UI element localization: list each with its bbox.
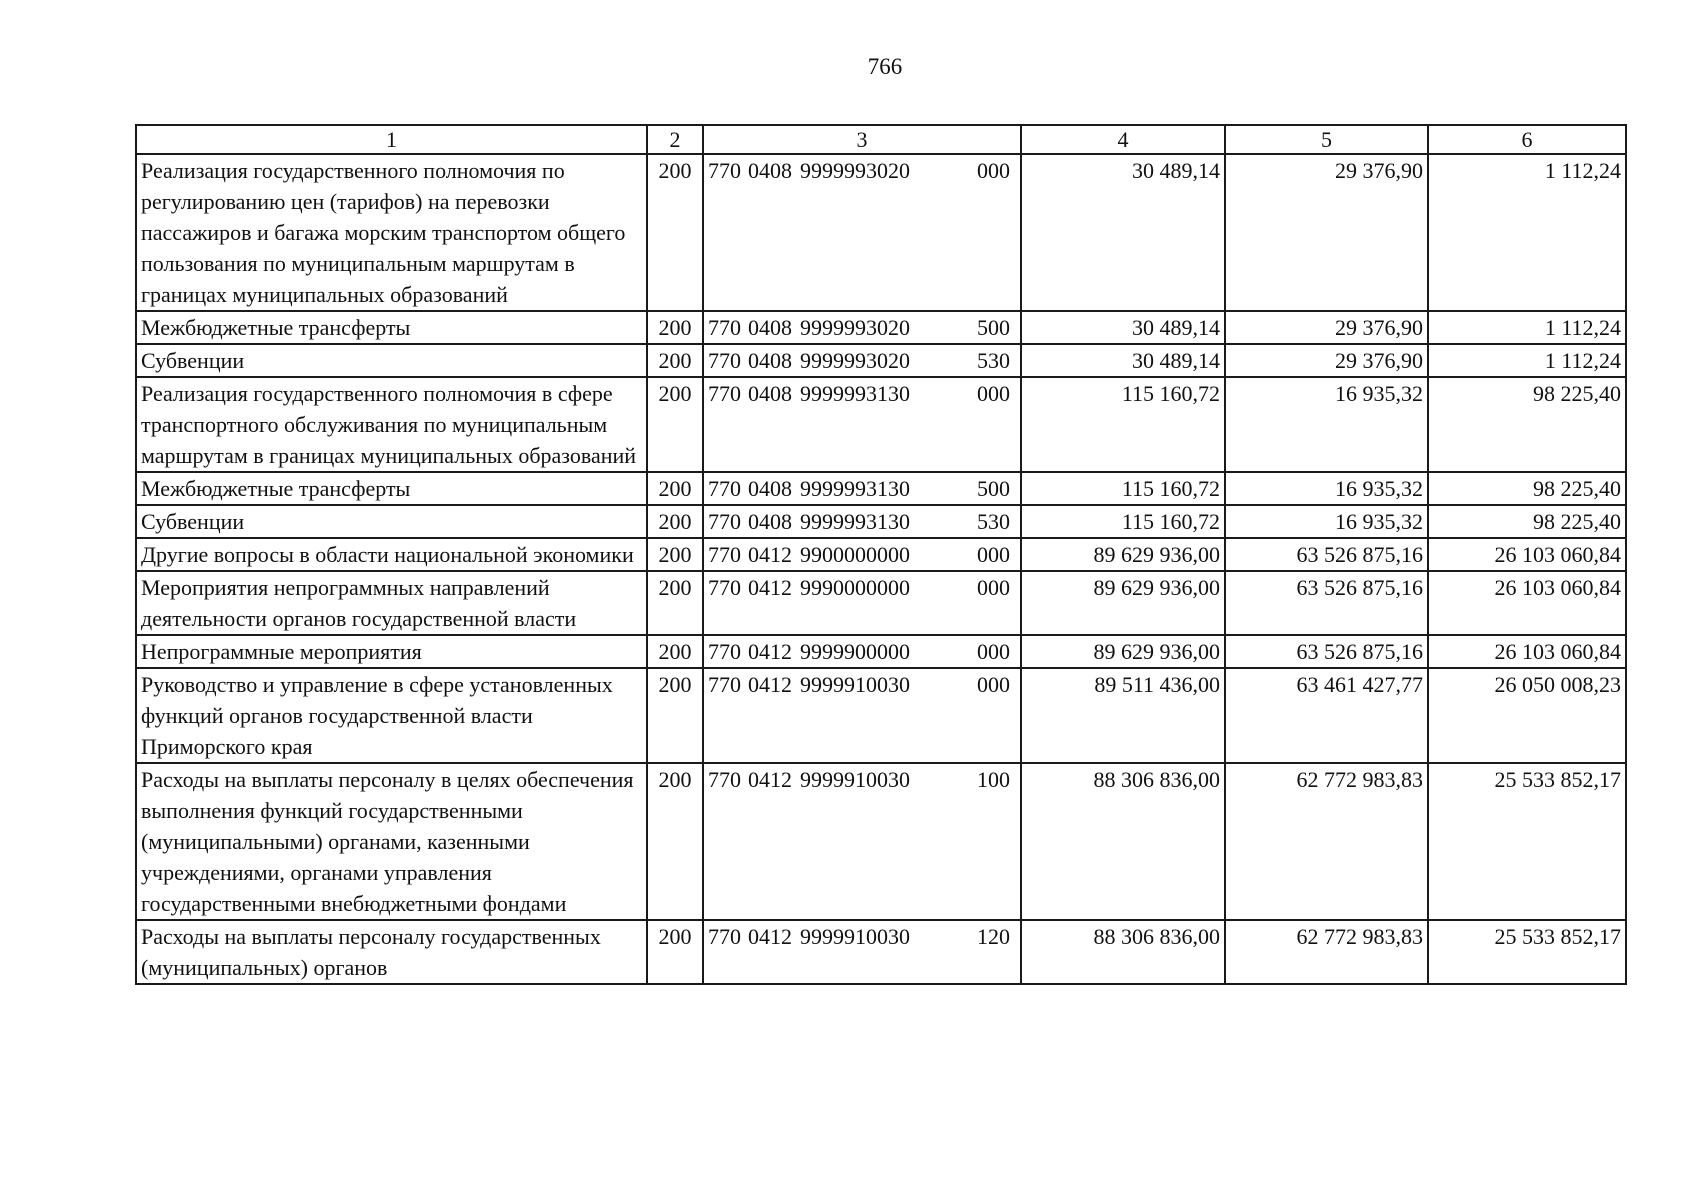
table-row (136, 472, 1626, 505)
code-part: 9999993130 (800, 381, 910, 406)
column-header: 4 (1021, 125, 1225, 154)
code-part: 9999900000 (800, 639, 910, 664)
value-col5: 63 526 875,16 (1225, 571, 1428, 635)
value-col4: 88 306 836,00 (1021, 920, 1225, 984)
table-row (136, 668, 1626, 763)
value-col6: 25 533 852,17 (1428, 920, 1626, 984)
item-name: Расходы на выплаты персоналу государственных (муниципальных) органов (136, 920, 647, 984)
code-part: 770 (708, 542, 741, 567)
classification-codes (703, 505, 1021, 538)
value-col6: 26 050 008,23 (1428, 668, 1626, 763)
code-part: 770 (708, 381, 741, 406)
code-part: 500 (977, 315, 1010, 340)
column-header: 1 (136, 125, 647, 154)
classification-codes (703, 571, 1021, 635)
code-part: 0412 (748, 672, 792, 697)
code-part: 9999910030 (800, 924, 910, 949)
table-row (136, 377, 1626, 472)
value-col6: 26 103 060,84 (1428, 635, 1626, 668)
code-part: 0408 (748, 315, 792, 340)
code-part: 770 (708, 509, 741, 534)
value-col5: 16 935,32 (1225, 377, 1428, 472)
code-col2: 200 (647, 311, 703, 344)
code-part: 770 (708, 158, 741, 183)
page-number: 766 (867, 54, 903, 79)
code-col2: 200 (647, 472, 703, 505)
table-row (136, 538, 1626, 571)
code-part: 0408 (748, 476, 792, 501)
code-part: 9999993020 (800, 348, 910, 373)
code-part: 0408 (748, 158, 792, 183)
table-row (136, 571, 1626, 635)
classification-codes (703, 763, 1021, 920)
code-part: 000 (977, 158, 1010, 183)
code-part: 000 (977, 575, 1010, 600)
value-col4: 30 489,14 (1021, 311, 1225, 344)
value-col6: 26 103 060,84 (1428, 571, 1626, 635)
table-body (136, 154, 1626, 984)
code-part: 000 (977, 639, 1010, 664)
value-col5: 63 526 875,16 (1225, 538, 1428, 571)
value-col4: 89 629 936,00 (1021, 635, 1225, 668)
code-part: 530 (977, 348, 1010, 373)
value-col5: 29 376,90 (1225, 154, 1428, 311)
classification-codes (703, 668, 1021, 763)
value-col4: 30 489,14 (1021, 154, 1225, 311)
code-part: 500 (977, 476, 1010, 501)
classification-codes (703, 377, 1021, 472)
code-part: 0412 (748, 542, 792, 567)
item-name: Мероприятия непрограммных направлений деятельности органов государственной власти (136, 571, 647, 635)
code-part: 9999910030 (800, 672, 910, 697)
code-part: 0412 (748, 575, 792, 600)
item-name: Руководство и управление в сфере установленных функций органов государственной власти Приморского края (136, 668, 647, 763)
budget-table (135, 124, 1627, 985)
column-header: 6 (1428, 125, 1626, 154)
value-col5: 63 526 875,16 (1225, 635, 1428, 668)
classification-codes (703, 920, 1021, 984)
value-col4: 89 629 936,00 (1021, 538, 1225, 571)
classification-codes (703, 154, 1021, 311)
code-part: 000 (977, 672, 1010, 697)
item-name: Реализация государственного полномочия по регулированию цен (тарифов) на перевозки пассажиров и багажа морским транспортом общего пользования по муниципальным маршрутам в границах муниципальных образований (136, 154, 647, 311)
code-part: 9900000000 (800, 542, 910, 567)
value-col4: 115 160,72 (1021, 472, 1225, 505)
column-header: 2 (647, 125, 703, 154)
classification-codes (703, 538, 1021, 571)
table-row (136, 505, 1626, 538)
code-part: 0408 (748, 509, 792, 534)
code-part: 770 (708, 315, 741, 340)
table-row (136, 920, 1626, 984)
value-col5: 62 772 983,83 (1225, 763, 1428, 920)
value-col4: 115 160,72 (1021, 377, 1225, 472)
code-part: 0412 (748, 639, 792, 664)
code-col2: 200 (647, 920, 703, 984)
value-col6: 25 533 852,17 (1428, 763, 1626, 920)
item-name: Субвенции (136, 505, 647, 538)
value-col6: 26 103 060,84 (1428, 538, 1626, 571)
table-row (136, 344, 1626, 377)
code-part: 530 (977, 509, 1010, 534)
value-col5: 29 376,90 (1225, 311, 1428, 344)
value-col4: 88 306 836,00 (1021, 763, 1225, 920)
code-part: 9990000000 (800, 575, 910, 600)
code-part: 9999993020 (800, 315, 910, 340)
value-col6: 98 225,40 (1428, 472, 1626, 505)
classification-codes (703, 472, 1021, 505)
table-row (136, 311, 1626, 344)
code-part: 770 (708, 476, 741, 501)
code-col2: 200 (647, 377, 703, 472)
code-part: 770 (708, 348, 741, 373)
value-col5: 63 461 427,77 (1225, 668, 1428, 763)
value-col6: 1 112,24 (1428, 154, 1626, 311)
value-col6: 1 112,24 (1428, 344, 1626, 377)
item-name: Субвенции (136, 344, 647, 377)
item-name: Расходы на выплаты персоналу в целях обеспечения выполнения функций государственными (муниципальными) органами, казенными учреждениями, органами управления государственными внебюджетными фондами (136, 763, 647, 920)
code-col2: 200 (647, 538, 703, 571)
code-part: 000 (977, 542, 1010, 567)
code-part: 9999910030 (800, 767, 910, 792)
value-col5: 16 935,32 (1225, 505, 1428, 538)
code-col2: 200 (647, 668, 703, 763)
code-part: 100 (977, 767, 1010, 792)
value-col4: 89 629 936,00 (1021, 571, 1225, 635)
value-col4: 89 511 436,00 (1021, 668, 1225, 763)
code-part: 9999993130 (800, 476, 910, 501)
table-row (136, 763, 1626, 920)
code-col2: 200 (647, 154, 703, 311)
item-name: Межбюджетные трансферты (136, 472, 647, 505)
column-header: 5 (1225, 125, 1428, 154)
value-col5: 62 772 983,83 (1225, 920, 1428, 984)
classification-codes (703, 635, 1021, 668)
value-col6: 98 225,40 (1428, 377, 1626, 472)
code-col2: 200 (647, 763, 703, 920)
code-part: 770 (708, 639, 741, 664)
item-name: Другие вопросы в области национальной экономики (136, 538, 647, 571)
classification-codes (703, 311, 1021, 344)
code-part: 120 (977, 924, 1010, 949)
code-part: 0412 (748, 767, 792, 792)
table-row (136, 635, 1626, 668)
code-col2: 200 (647, 344, 703, 377)
value-col4: 115 160,72 (1021, 505, 1225, 538)
value-col4: 30 489,14 (1021, 344, 1225, 377)
item-name: Межбюджетные трансферты (136, 311, 647, 344)
code-part: 000 (977, 381, 1010, 406)
item-name: Непрограммные мероприятия (136, 635, 647, 668)
code-part: 770 (708, 924, 741, 949)
code-part: 0412 (748, 924, 792, 949)
column-header: 3 (703, 125, 1021, 154)
code-part: 9999993130 (800, 509, 910, 534)
code-col2: 200 (647, 635, 703, 668)
code-part: 770 (708, 767, 741, 792)
code-col2: 200 (647, 505, 703, 538)
item-name: Реализация государственного полномочия в сфере транспортного обслуживания по муниципальным маршрутам в границах муниципальных образований (136, 377, 647, 472)
value-col6: 1 112,24 (1428, 311, 1626, 344)
value-col5: 16 935,32 (1225, 472, 1428, 505)
code-part: 770 (708, 575, 741, 600)
code-part: 770 (708, 672, 741, 697)
value-col5: 29 376,90 (1225, 344, 1428, 377)
code-part: 0408 (748, 348, 792, 373)
code-part: 0408 (748, 381, 792, 406)
value-col6: 98 225,40 (1428, 505, 1626, 538)
code-col2: 200 (647, 571, 703, 635)
code-part: 9999993020 (800, 158, 910, 183)
classification-codes (703, 344, 1021, 377)
table-row (136, 154, 1626, 311)
header-row (136, 125, 1626, 154)
